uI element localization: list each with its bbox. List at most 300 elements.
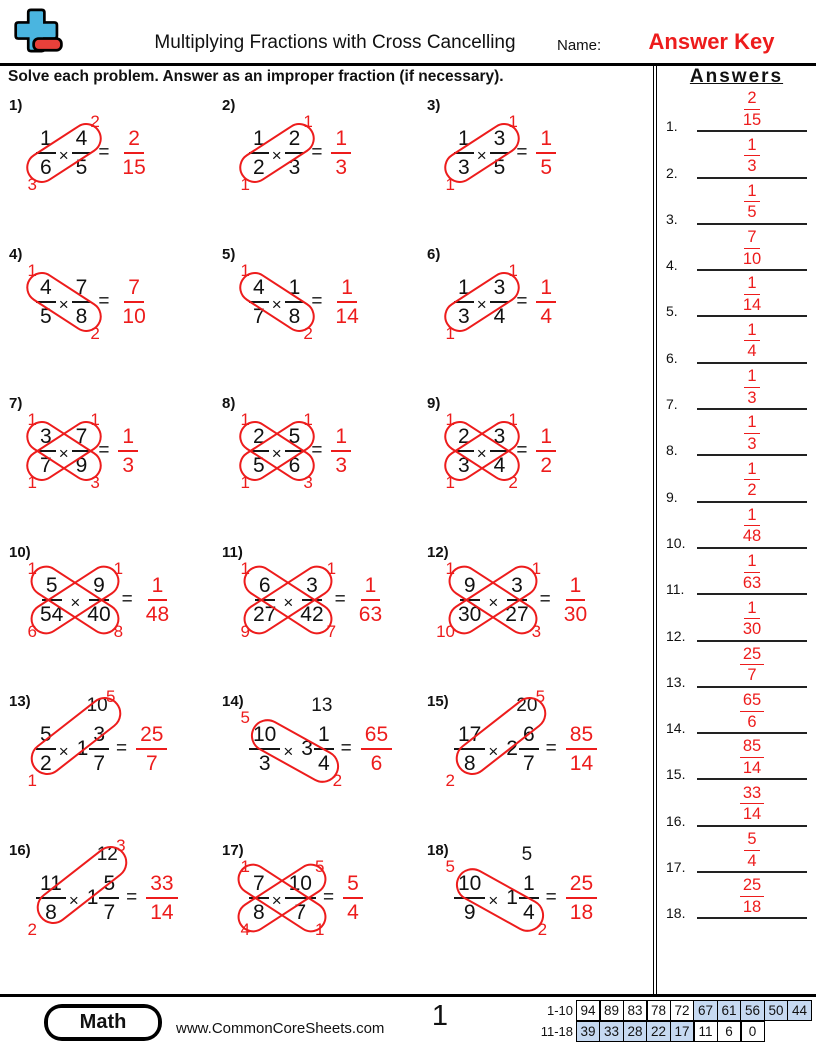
fraction: 6 27 1 9 [240, 559, 277, 641]
answer-number: 6. [666, 349, 678, 366]
cancel-mark: 2 [27, 920, 37, 939]
cancel-mark: 1 [303, 410, 313, 429]
score-cell: 67 [693, 1000, 718, 1021]
cancel-mark: 2 [90, 324, 100, 343]
answer-row [657, 91, 816, 137]
answer-fraction: 25 18 [740, 877, 764, 915]
score-cell: 11 [693, 1021, 718, 1042]
equals-sign: = [516, 291, 528, 312]
cancel-mark: 2 [303, 324, 313, 343]
answer-fraction: $\frac{25}{7}$ [136, 724, 167, 774]
cancel-mark: 1 [27, 410, 37, 429]
problems-grid [0, 92, 653, 986]
fraction: 17 8 2 [454, 724, 485, 774]
problem-expression [27, 836, 213, 939]
answers-list [657, 91, 816, 924]
header [0, 0, 816, 66]
equals-sign: = [121, 589, 133, 610]
answer-line [697, 738, 807, 780]
score-row [527, 1021, 812, 1043]
equals-sign: = [311, 291, 323, 312]
answer-fraction: 5 4 [744, 831, 759, 869]
cancel-mark: 1 [240, 559, 250, 578]
cancel-mark: 1 [240, 410, 250, 429]
fraction: 5 1 4 2 [519, 873, 539, 923]
answer-line [697, 553, 807, 595]
fraction: 3 4 1 [490, 277, 510, 327]
answer-number: 16. [666, 812, 686, 829]
math-badge-label: Math [48, 1008, 158, 1037]
fraction: 10 3 5 [249, 724, 280, 774]
multiplication-group [445, 112, 518, 194]
problem-expression [445, 687, 653, 790]
answer-row [657, 137, 816, 183]
problem-cell [0, 688, 213, 837]
whole-number: 1 [506, 886, 518, 909]
problem-expression [27, 410, 213, 492]
answer-row [657, 461, 816, 507]
score-cell: 50 [764, 1000, 789, 1021]
problem-cell [213, 539, 418, 688]
cancel-mark: 1 [240, 473, 250, 492]
score-cell: 56 [740, 1000, 765, 1021]
answer-fraction: 1 2 [744, 461, 759, 499]
answer-fraction: 25 7 [740, 646, 764, 684]
answer-fraction: 7 10 [742, 228, 762, 268]
score-cell: 17 [670, 1021, 695, 1042]
problem-number: 7) [9, 395, 23, 412]
converted-numerator: 13 [311, 695, 333, 716]
page-title: Multiplying Fractions with Cross Cancelling [154, 32, 516, 53]
problem-expression [240, 112, 418, 194]
equals-sign: = [116, 738, 128, 759]
answer-number: 18. [666, 905, 686, 922]
fraction: 9 40 1 8 [87, 559, 124, 641]
problem-cell [213, 241, 418, 390]
multiplication-group [27, 112, 100, 194]
fraction: 3 4 1 2 [490, 426, 510, 476]
problem-expression [445, 112, 653, 194]
problem-expression [27, 687, 213, 790]
problem-number: 2) [222, 97, 236, 114]
answer-number: 10. [666, 534, 686, 551]
problem-cell [418, 688, 653, 837]
problem-expression [445, 844, 653, 939]
equals-sign: = [539, 589, 551, 610]
answer-number: 5. [666, 303, 678, 320]
problem-number: 17) [222, 842, 244, 859]
cancel-mark: 2 [508, 473, 518, 492]
multiplication-group [240, 410, 313, 492]
answer-fraction: 65 6 [740, 692, 764, 730]
equals-sign: = [545, 738, 557, 759]
times-sign: × [58, 295, 69, 314]
answer-number: 9. [666, 488, 678, 505]
answer-row [657, 600, 816, 646]
score-cell: 89 [599, 1000, 624, 1021]
multiplication-group [27, 559, 124, 641]
answer-fraction: $\frac{7}{10}$ [122, 276, 146, 328]
fraction: 20 6 7 5 [516, 687, 546, 775]
answer-number: 8. [666, 442, 678, 459]
times-sign: × [476, 295, 487, 314]
cancel-mark: 1 [240, 857, 250, 876]
equals-sign: = [126, 887, 138, 908]
cancel-mark: 1 [445, 559, 455, 578]
cancel-mark: 1 [326, 559, 337, 578]
answer-fraction: 85 14 [740, 738, 764, 776]
answer-fraction: 1 14 [742, 274, 762, 314]
times-sign: × [271, 444, 282, 463]
problem-cell [418, 241, 653, 390]
cancel-mark: 1 [314, 920, 325, 939]
answers-panel [653, 63, 816, 997]
score-row [527, 1000, 812, 1022]
answer-fraction: 1 30 [742, 598, 762, 639]
whole-number: 1 [76, 737, 89, 760]
multiplication-group [27, 410, 100, 492]
problem-cell [0, 390, 213, 539]
answer-fraction: $\frac{1}{30}$ [563, 574, 588, 626]
problem-number: 1) [9, 97, 23, 114]
fraction: 4 5 1 [36, 277, 56, 327]
equals-sign: = [545, 887, 557, 908]
answer-fraction: $\frac{85}{14}$ [566, 724, 597, 774]
problem-expression [240, 410, 418, 492]
problem-number: 3) [427, 97, 441, 114]
answer-fraction: 1 48 [742, 505, 762, 546]
answer-row [657, 832, 816, 878]
cancel-mark: 1 [445, 410, 455, 429]
cancel-mark: 1 [90, 410, 100, 429]
answer-fraction: $\frac{1}{2}$ [536, 426, 556, 476]
fraction: 13 1 4 2 [311, 695, 343, 790]
problem-expression [240, 695, 418, 790]
multiplication-group [436, 559, 542, 641]
answer-number: 11. [666, 581, 685, 598]
problem-expression [27, 559, 213, 641]
fraction: 1 2 1 [249, 128, 269, 178]
cancel-mark: 3 [27, 175, 37, 194]
answer-fraction: 1 3 [744, 368, 759, 406]
answer-line [697, 600, 807, 642]
problem-cell [418, 92, 653, 241]
answer-line [697, 692, 807, 734]
problem-cell [213, 837, 418, 986]
times-sign: × [283, 742, 294, 761]
times-sign: × [271, 146, 282, 165]
page-number: 1 [431, 1000, 449, 1032]
website-url: www.CommonCoreSheets.com [176, 1020, 385, 1037]
problem-cell [418, 390, 653, 539]
fraction: 2 5 1 1 [249, 426, 269, 476]
problem-cell [0, 92, 213, 241]
fraction: 9 30 1 10 [436, 559, 482, 641]
problem-number: 8) [222, 395, 236, 412]
problem-cell [213, 390, 418, 539]
times-sign: × [488, 593, 499, 612]
converted-numerator: 5 [521, 844, 533, 865]
answer-line [697, 137, 807, 179]
equals-sign: = [334, 589, 346, 610]
answer-row [657, 322, 816, 368]
cancel-mark: 5 [535, 687, 546, 706]
answer-line [697, 785, 807, 827]
times-sign: × [58, 742, 69, 761]
cancel-mark: 1 [508, 410, 518, 429]
problem-expression [240, 559, 418, 641]
problem-expression [27, 112, 213, 194]
times-sign: × [58, 146, 69, 165]
times-sign: × [476, 146, 487, 165]
answer-line [697, 90, 807, 132]
fraction: 3 27 1 3 [505, 559, 542, 641]
cancel-mark: 1 [508, 112, 518, 131]
multiplication-group [240, 112, 313, 194]
answer-fraction: $\frac{65}{6}$ [361, 724, 392, 774]
score-cell: 22 [646, 1021, 671, 1042]
answer-row [657, 878, 816, 924]
problem-expression [27, 261, 213, 343]
cancel-mark: 5 [106, 687, 116, 706]
score-cell: 6 [717, 1021, 742, 1042]
cancel-mark: 1 [27, 473, 37, 492]
answer-line [697, 831, 807, 873]
answer-number: 2. [666, 164, 678, 181]
multiplication-group [240, 695, 343, 790]
answers-panel-title: Answers [689, 66, 784, 87]
answer-line [697, 229, 807, 271]
multiplication-group [445, 687, 546, 790]
fraction: 1 3 1 [454, 277, 474, 327]
cancel-mark: 6 [27, 622, 37, 641]
fraction: 7 9 1 3 [72, 426, 92, 476]
cancel-mark: 1 [27, 261, 37, 280]
answer-number: 12. [666, 627, 686, 644]
cancel-mark: 1 [445, 175, 455, 194]
fraction: 1 6 3 [36, 128, 56, 178]
answer-fraction: $\frac{1}{4}$ [536, 277, 556, 327]
times-sign: × [70, 593, 81, 612]
fraction: 10 3 7 5 [86, 687, 116, 775]
answer-row [657, 369, 816, 415]
answer-line [697, 275, 807, 317]
answer-fraction: $\frac{5}{4}$ [343, 873, 363, 923]
cancel-mark: 4 [240, 920, 250, 939]
cancel-mark: 2 [445, 771, 455, 790]
cancel-mark: 1 [240, 261, 250, 280]
answer-fraction: $\frac{2}{15}$ [122, 127, 146, 179]
problem-number: 13) [9, 693, 31, 710]
cancel-mark: 1 [27, 559, 37, 578]
converted-numerator: 20 [516, 695, 538, 716]
answer-number: 1. [666, 118, 678, 135]
answer-fraction: 1 4 [744, 322, 759, 360]
times-sign: × [488, 891, 499, 910]
cancel-mark: 3 [90, 473, 100, 492]
score-cell: 72 [670, 1000, 695, 1021]
answer-fraction: $\frac{1}{14}$ [335, 276, 359, 328]
answer-fraction: 1 5 [744, 183, 759, 221]
fraction: 4 7 1 [249, 277, 269, 327]
whole-number: 1 [86, 886, 99, 909]
answer-number: 7. [666, 396, 678, 413]
cancel-mark: 2 [332, 771, 343, 790]
answer-fraction: 33 14 [740, 785, 764, 823]
answer-fraction: $\frac{1}{3}$ [331, 128, 351, 178]
equals-sign: = [311, 142, 323, 163]
score-table [527, 1000, 812, 1043]
answer-row [657, 785, 816, 831]
main-content [0, 63, 816, 997]
fraction: 1 3 1 [454, 128, 474, 178]
score-cell: 0 [740, 1021, 765, 1042]
problem-expression [445, 261, 653, 343]
cancel-mark: 1 [531, 559, 542, 578]
answer-fraction: $\frac{1}{5}$ [536, 128, 556, 178]
answer-fraction: $\frac{1}{48}$ [145, 574, 170, 626]
multiplication-group [240, 559, 337, 641]
cancel-mark: 5 [445, 857, 455, 876]
problem-expression [240, 261, 418, 343]
name-label: Name: [557, 37, 602, 54]
cancel-mark: 1 [445, 324, 455, 343]
fraction: 7 8 2 [72, 277, 92, 327]
answer-line [697, 368, 807, 410]
cancel-mark: 10 [436, 622, 455, 641]
fraction: 4 5 2 [72, 128, 92, 178]
whole-number: 3 [301, 737, 313, 760]
equals-sign: = [340, 738, 352, 759]
whole-number: 2 [506, 737, 518, 760]
answer-fraction: 1 3 [744, 137, 759, 175]
answer-row [657, 693, 816, 739]
problem-expression [436, 559, 653, 641]
multiplication-group [240, 261, 313, 343]
answer-fraction: 1 63 [742, 552, 762, 592]
answer-number: 15. [666, 766, 686, 783]
problem-number: 10) [9, 544, 31, 561]
score-cell: 44 [787, 1000, 812, 1021]
answer-fraction: $\frac{25}{18}$ [566, 873, 597, 923]
answer-row [657, 181, 816, 230]
answer-fraction: $\frac{1}{63}$ [358, 574, 383, 626]
converted-numerator: 12 [96, 844, 118, 865]
answer-line [697, 646, 807, 688]
cancel-mark: 2 [90, 112, 100, 131]
problem-cell [0, 837, 213, 986]
times-sign: × [476, 444, 487, 463]
multiplication-group [445, 410, 518, 492]
answer-number: 3. [666, 210, 678, 227]
fraction: 3 7 1 1 [36, 426, 56, 476]
problems-area [0, 63, 653, 997]
answer-row [657, 415, 816, 461]
problem-number: 5) [222, 246, 236, 263]
problem-number: 4) [9, 246, 23, 263]
equals-sign: = [516, 440, 528, 461]
problem-number: 11) [222, 544, 243, 561]
fraction: 2 3 1 1 [454, 426, 474, 476]
answer-row [657, 739, 816, 785]
fraction: 1 8 2 [285, 277, 305, 327]
cancel-mark: 3 [116, 836, 126, 855]
equals-sign: = [311, 440, 323, 461]
fraction: 10 7 5 1 [285, 873, 316, 923]
equals-sign: = [98, 291, 110, 312]
multiplication-group [445, 261, 518, 343]
score-cell: 33 [599, 1021, 624, 1042]
score-row-label: 1-10 [546, 1003, 573, 1018]
cancel-mark: 1 [303, 112, 313, 131]
converted-numerator: 10 [86, 695, 108, 716]
cancel-mark: 1 [113, 559, 124, 578]
instructions: Solve each problem. Answer as an improper fraction (if necessary). [8, 68, 504, 85]
problem-cell [0, 539, 213, 688]
cancel-mark: 8 [113, 622, 124, 641]
answer-fraction: 2 15 [742, 89, 762, 129]
equals-sign: = [98, 142, 110, 163]
answer-row [657, 554, 816, 600]
cancel-mark: 3 [531, 622, 542, 641]
answer-line [697, 322, 807, 364]
problem-cell [418, 837, 653, 986]
times-sign: × [68, 891, 79, 910]
answer-row [657, 276, 816, 322]
fraction: 3 42 1 7 [300, 559, 337, 641]
cancel-mark: 7 [326, 622, 337, 641]
multiplication-group [27, 687, 116, 790]
math-badge [44, 1004, 162, 1041]
fraction: 5 6 1 3 [285, 426, 305, 476]
answer-row [657, 505, 816, 554]
score-cell: 39 [576, 1021, 601, 1042]
problem-cell [213, 92, 418, 241]
fraction: 11 8 2 [36, 873, 66, 923]
times-sign: × [488, 742, 499, 761]
answer-number: 14. [666, 720, 686, 737]
answer-number: 17. [666, 859, 686, 876]
answer-number: 4. [666, 257, 678, 274]
equals-sign: = [516, 142, 528, 163]
answer-fraction: $\frac{1}{3}$ [118, 426, 138, 476]
problem-number: 6) [427, 246, 441, 263]
answer-row [657, 230, 816, 276]
fraction: 3 5 1 [490, 128, 510, 178]
footer [0, 994, 816, 1056]
cancel-mark: 9 [240, 622, 250, 641]
fraction: 12 5 7 3 [96, 836, 126, 924]
problem-cell [0, 241, 213, 390]
multiplication-group [240, 857, 325, 939]
multiplication-group [445, 844, 548, 939]
plus-minus-logo-icon [13, 7, 65, 59]
cancel-mark: 1 [445, 473, 455, 492]
fraction: 7 8 1 4 [249, 873, 269, 923]
times-sign: × [283, 593, 294, 612]
score-cell: 78 [646, 1000, 671, 1021]
answer-key-label: Answer Key [648, 29, 775, 54]
answer-line [697, 507, 807, 549]
score-row-label: 11-18 [540, 1023, 573, 1039]
fraction: 10 9 5 [454, 873, 485, 923]
fraction: 5 54 1 6 [27, 559, 64, 641]
problem-number: 9) [427, 395, 441, 412]
times-sign: × [271, 891, 282, 910]
answer-line [697, 877, 807, 919]
times-sign: × [58, 444, 69, 463]
problem-cell [213, 688, 418, 837]
